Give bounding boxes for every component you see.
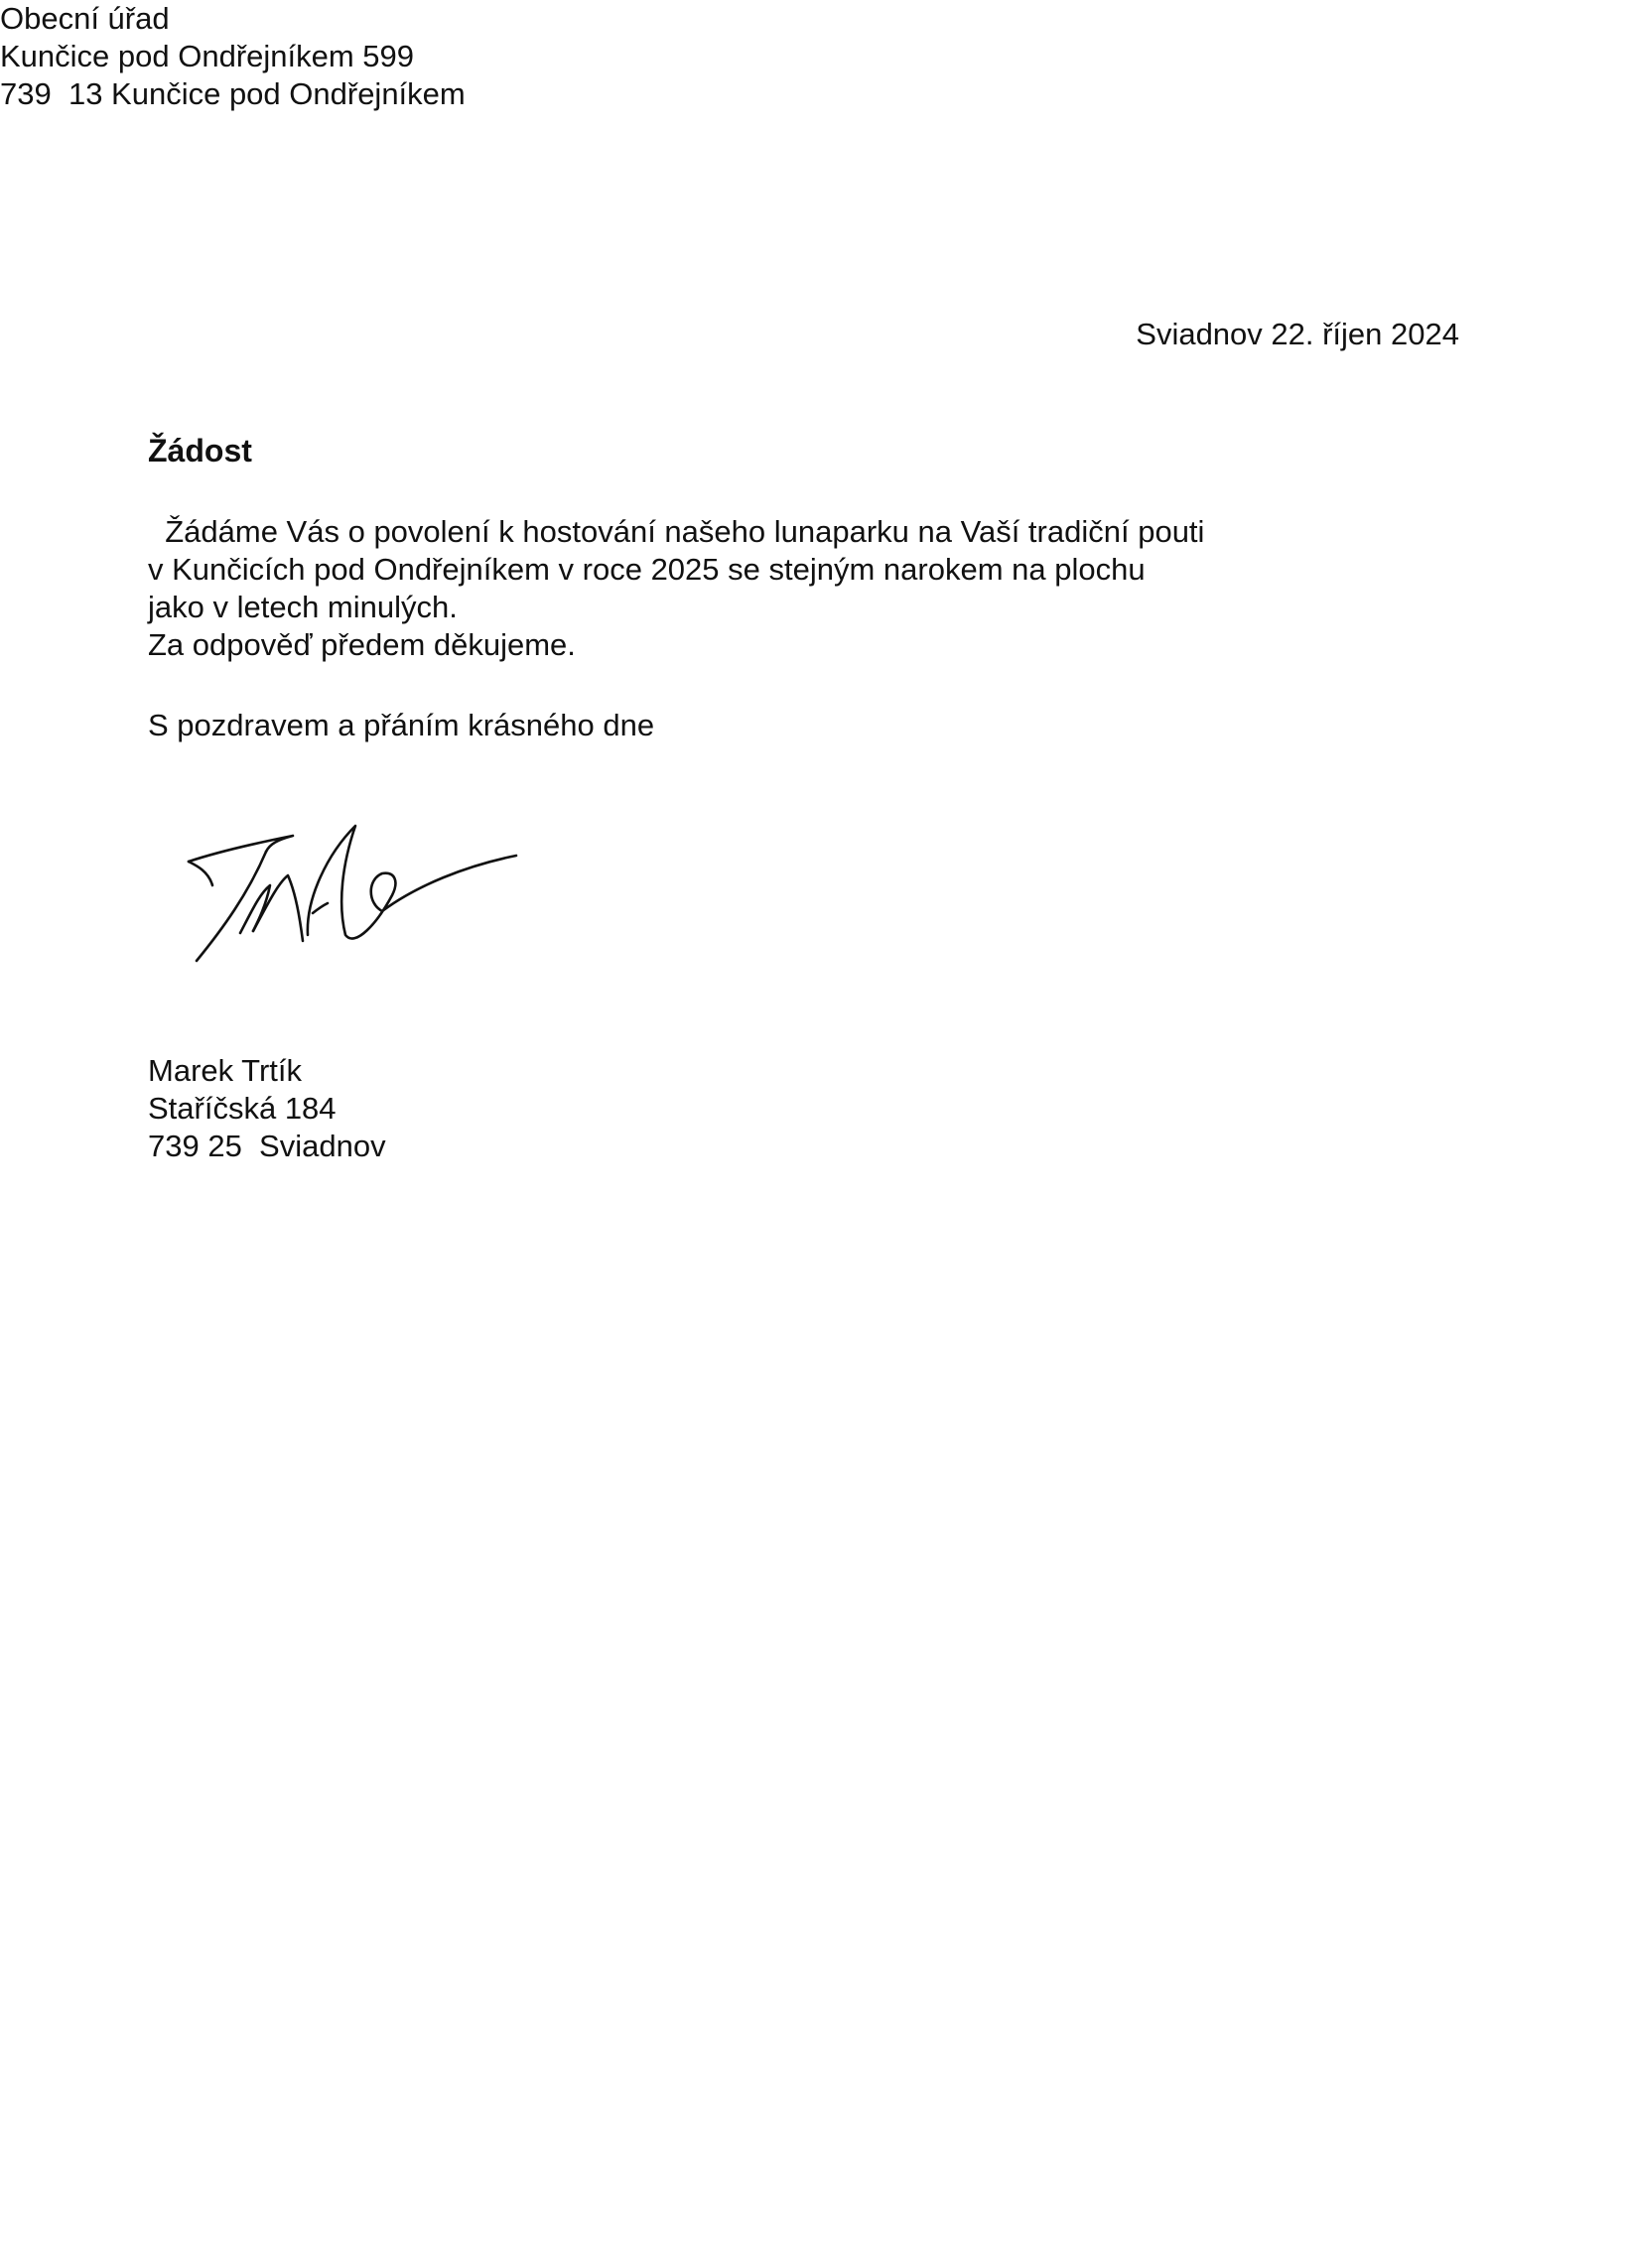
recipient-address xyxy=(0,0,1628,113)
body-line: Žádáme Vás o povolení k hostování našeho lunaparku na Vaší tradiční pouti xyxy=(148,514,1205,549)
sender-street: Staříčská 184 xyxy=(148,1091,337,1126)
body-line: Za odpověď předem děkujeme. xyxy=(148,627,576,662)
recipient-line-street: Kunčice pod Ondřejníkem 599 xyxy=(0,39,415,73)
subject-heading: Žádost xyxy=(148,433,252,468)
body-line: jako v letech minulých. xyxy=(148,590,458,624)
signature-icon xyxy=(179,814,526,973)
sender-city: 739 25 Sviadnov xyxy=(148,1129,386,1163)
sender-address xyxy=(148,1052,386,1165)
closing-line: S pozdravem a přáním krásného dne xyxy=(148,708,655,742)
recipient-line-city: 739 13 Kunčice pod Ondřejníkem xyxy=(0,76,466,111)
body-line: v Kunčicích pod Ondřejníkem v roce 2025 se stejným narokem na plochu xyxy=(148,552,1146,587)
sender-name: Marek Trtík xyxy=(148,1053,303,1088)
date-line: Sviadnov 22. říjen 2024 xyxy=(1136,317,1459,351)
recipient-line-office: Obecní úřad xyxy=(0,1,170,36)
letter-body xyxy=(148,513,1204,664)
